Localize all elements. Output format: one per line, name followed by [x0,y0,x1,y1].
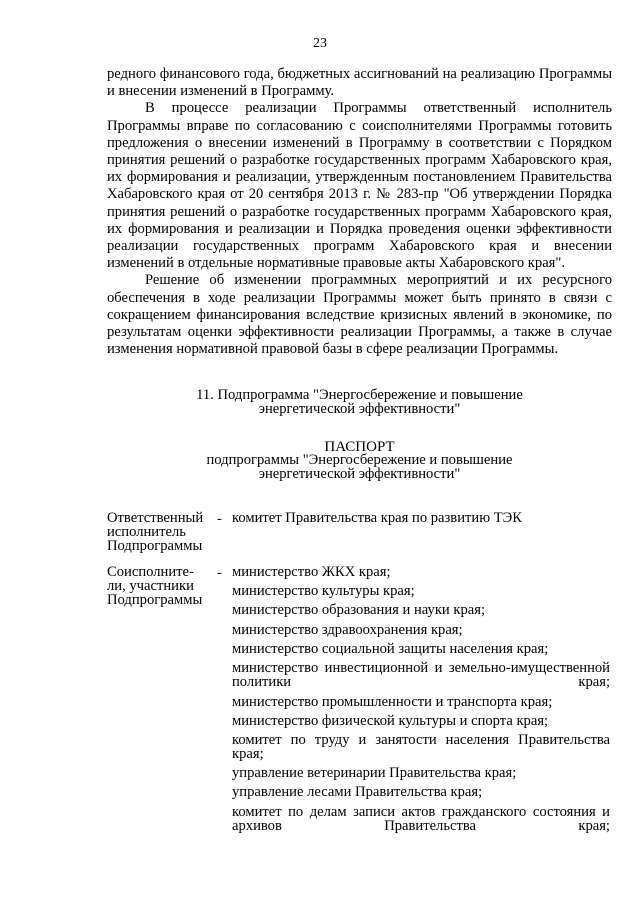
co-executor-item: министерство промышленности и транспорта края; [232,694,553,710]
paragraph-2: В процессе реализации Программы ответственный исполнитель Программы вправе по согласованию с соисполнителями Программы готовить предложения о внесении изменений в Программу в соответствии с Порядком принятия решений о разработке государственных программ Хабаровского края, их формирования и реализации, утвержденным постановлением Правительства Хабаровского края от 20 сентября 2013 г. № 283-пр "Об утверждении Порядка принятия решений о разработке государственных программ Хабаровского края, их формирования и реализации и Порядка проведения оценки эффективности реализации государственных программ Хабаровского края и внесении изменений в отдельные нормативные правовые акты Хабаровского края". [107,100,612,272]
passport-subtitle-line-2: энергетической эффективности" [258,466,461,482]
body-text [107,66,612,358]
co-executor-item: министерство социальной защиты населения края; [232,641,549,657]
passport-title: ПАСПОРТ [324,439,395,455]
paragraph-3: Решение об изменении программных мероприятий и их ресурсного обеспечения в ходе реализации Программы может быть принято в связи с сокращением финансирования вследствие кризисных явлений в экономике, по результатам оценки эффективности реализации Программы, а также в случае изменения нормативной правовой базы в сфере реализации Программы. [107,272,612,358]
page-number: 23 [313,36,327,51]
co-executor-item: управление ветеринарии Правительства края; [232,765,517,781]
co-executor-item: комитет по делам записи актов гражданского состояния и архивов Правительства края; [232,804,610,834]
co-executor-item: управление лесами Правительства края; [232,784,483,800]
co-executor-item: министерство здравоохранения края; [232,622,463,638]
responsible-executor-label: Ответственный исполнитель Подпрограммы [107,510,204,554]
co-executor-item: министерство ЖКХ края; [232,564,391,580]
responsible-executor-value: комитет Правительства края по развитию ТЭК [232,510,523,526]
responsible-executor-dash: - [217,511,222,527]
co-executors-label: Соисполните- ли, участники Подпрограммы [107,564,203,608]
co-executors-dash: - [217,565,222,581]
co-executor-item: министерство инвестиционной и земельно-имущественной политики края; [232,660,610,690]
co-executor-item: министерство физической культуры и спорта края; [232,713,549,729]
passport-subtitle-line-1: подпрограммы "Энергосбережение и повышение [206,452,513,468]
co-executor-item: министерство культуры края; [232,583,415,599]
paragraph-1: редного финансового года, бюджетных ассигнований на реализацию Программы и внесении изменений в Программу. [107,66,612,100]
co-executor-item: министерство образования и науки края; [232,602,485,618]
co-executor-item: комитет по труду и занятости населения Правительства края; [232,732,610,762]
section-heading-line-1: 11. Подпрограмма "Энергосбережение и повышение [196,387,523,403]
section-heading-line-2: энергетической эффективности" [258,401,461,417]
